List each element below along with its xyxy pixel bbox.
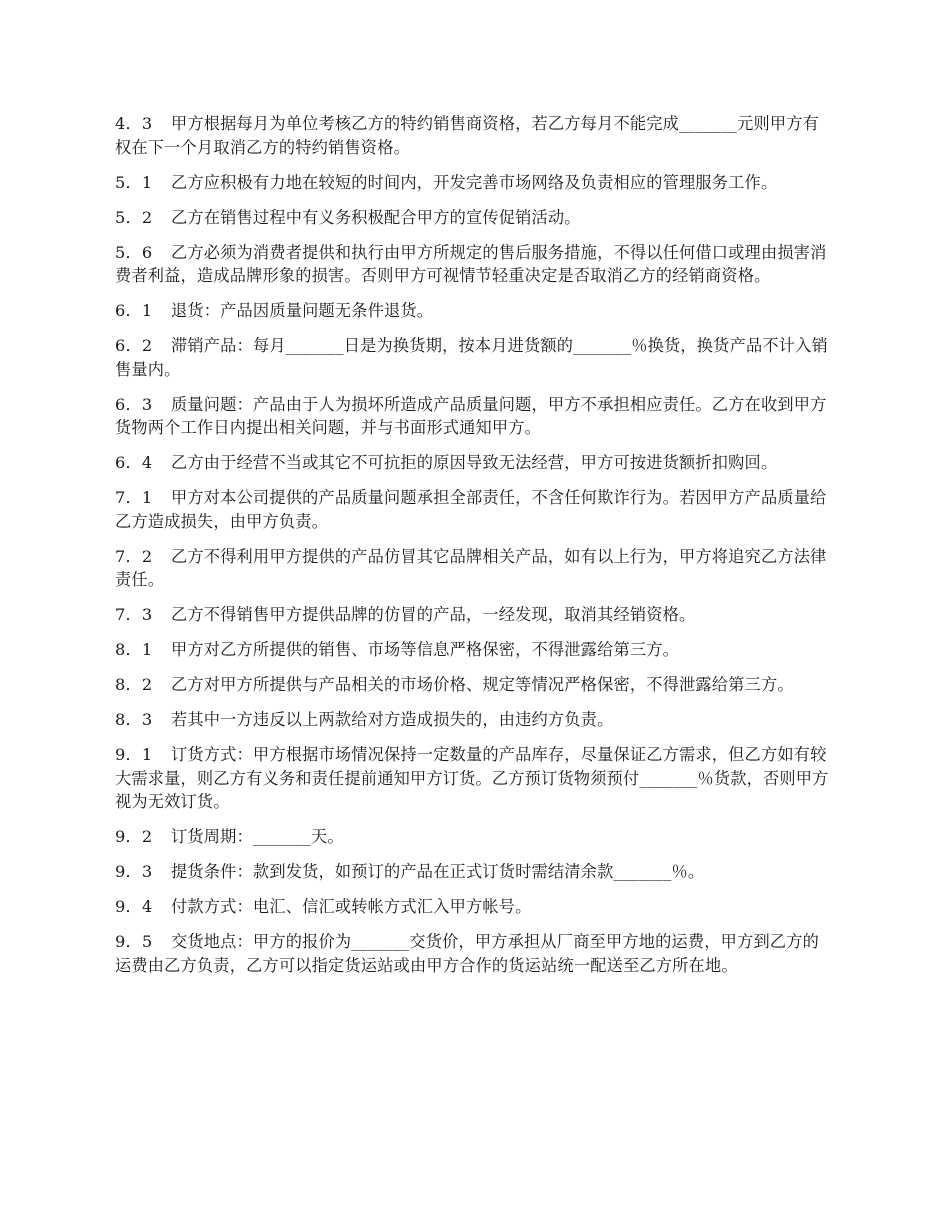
clause-number: 9．2 [115, 827, 153, 846]
clause-9-3 [115, 860, 835, 884]
clause-4-3 [115, 112, 835, 159]
clause-text: 交货地点：甲方的报价为_______交货价，甲方承担从厂商至甲方地的运费，甲方到乙方的运费由乙方负责，乙方可以指定货运站或由甲方合作的货运站统一配送至乙方所在地。 [115, 932, 820, 975]
clause-6-3 [115, 393, 835, 440]
clause-text: 甲方对本公司提供的产品质量问题承担全部责任，不含任何欺诈行为。若因甲方产品质量给乙方造成损失，由甲方负责。 [115, 488, 827, 531]
clause-text: 乙方必须为消费者提供和执行由甲方所规定的售后服务措施，不得以任何借口或理由损害消费者利益，造成品牌形象的损害。否则甲方可视情节轻重决定是否取消乙方的经销商资格。 [115, 242, 827, 285]
clause-9-4 [115, 895, 835, 919]
clause-8-1 [115, 638, 835, 662]
clause-number: 7．1 [115, 488, 153, 507]
clause-9-1 [115, 743, 835, 814]
clause-number: 8．1 [115, 640, 153, 659]
clause-number: 6．1 [115, 301, 153, 320]
clause-text: 滞销产品：每月_______日是为换货期，按本月进货额的_______％换货，换货产品不计入销售量内。 [115, 336, 828, 379]
clause-text: 乙方不得利用甲方提供的产品仿冒其它品牌相关产品，如有以上行为，甲方将追究乙方法律责任。 [115, 546, 827, 589]
clause-7-2 [115, 545, 835, 592]
clause-7-1 [115, 486, 835, 533]
clause-number: 9．3 [115, 862, 153, 881]
clause-number: 7．3 [115, 605, 153, 624]
clause-9-2 [115, 825, 835, 849]
clause-text: 乙方不得销售甲方提供品牌的仿冒的产品，一经发现，取消其经销资格。 [171, 605, 696, 624]
clause-text: 退货：产品因质量问题无条件退货。 [171, 301, 434, 320]
clause-text: 付款方式：电汇、信汇或转帐方式汇入甲方帐号。 [171, 897, 532, 916]
clause-text: 乙方由于经营不当或其它不可抗拒的原因导致无法经营，甲方可按进货额折扣购回。 [171, 453, 778, 472]
clause-number: 6．2 [115, 336, 153, 355]
clause-number: 5．2 [115, 207, 153, 227]
clause-text: 甲方对乙方所提供的销售、市场等信息严格保密，不得泄露给第三方。 [171, 640, 680, 659]
clause-5-6 [115, 241, 835, 288]
clause-text: 乙方应积极有力地在较短的时间内，开发完善市场网络及负责相应的管理服务工作。 [171, 172, 778, 192]
clause-7-3 [115, 603, 835, 627]
clause-5-1 [115, 171, 835, 195]
document-page [115, 112, 835, 989]
clause-text: 提货条件：款到发货，如预订的产品在正式订货时需结清余款_______％。 [171, 862, 705, 881]
clause-text: 订货方式：甲方根据市场情况保持一定数量的产品库存，尽量保证乙方需求，但乙方如有较大需求量，则乙方有义务和责任提前通知甲方订货。乙方预订货物须预付_______％货款，否则甲方视为无效订货。 [115, 745, 829, 811]
clause-9-5 [115, 930, 835, 977]
clause-number: 6．3 [115, 394, 153, 414]
clause-number: 5．6 [115, 242, 153, 262]
clause-text: 若其中一方违反以上两款给对方造成损失的，由违约方负责。 [171, 710, 614, 729]
clause-number: 9．4 [115, 897, 153, 916]
clause-text: 质量问题：产品由于人为损坏所造成产品质量问题，甲方不承担相应责任。乙方在收到甲方货物两个工作日内提出相关问题，并与书面形式通知甲方。 [115, 394, 827, 437]
clause-6-1 [115, 299, 835, 323]
clause-number: 9．1 [115, 745, 153, 764]
clause-number: 5．1 [115, 172, 153, 192]
clause-text: 甲方根据每月为单位考核乙方的特约销售商资格，若乙方每月不能完成_______元则甲方有权在下一个月取消乙方的特约销售资格。 [115, 114, 820, 157]
clause-number: 4．3 [115, 114, 153, 133]
clause-number: 8．2 [115, 675, 153, 694]
clause-6-4 [115, 451, 835, 475]
clause-8-3 [115, 708, 835, 732]
clause-number: 8．3 [115, 710, 153, 729]
clause-number: 9．5 [115, 932, 153, 951]
clause-5-2 [115, 206, 835, 230]
clause-6-2 [115, 334, 835, 381]
clause-text: 乙方对甲方所提供与产品相关的市场价格、规定等情况严格保密，不得泄露给第三方。 [171, 675, 794, 694]
clause-text: 乙方在销售过程中有义务积极配合甲方的宣传促销活动。 [171, 207, 581, 227]
clause-number: 7．2 [115, 546, 153, 566]
clause-8-2 [115, 673, 835, 697]
clause-number: 6．4 [115, 453, 153, 472]
clause-text: 订货周期：_______天。 [171, 827, 344, 846]
